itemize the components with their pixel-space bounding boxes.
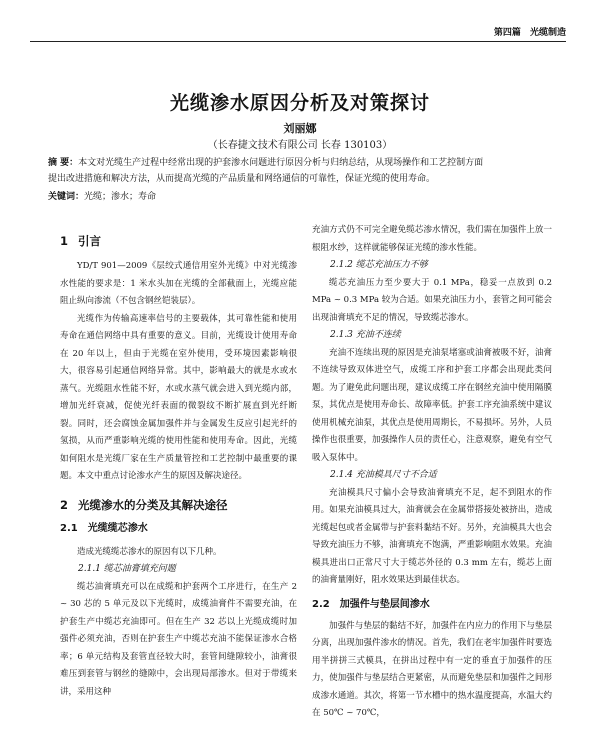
section-2-1-number: 2.1	[60, 522, 78, 534]
section-2-1-4-paragraph: 充油模具尺寸偏小会导致油膏填充不足，起不到阻水的作用。如果充油模具过大，油膏就会在金属带搭接处被挤出，造成光缆起包或者金属带与护套料黏结不好。另外，充油模具大也会导致充油压力不够，油膏填充不饱满，严重影响阻水效果。充油模具进出口正常尺寸大于缆芯外径的 0.3 mm 左右，缆芯上面的油膏量刚好，阻水效果达到最佳状态。	[312, 487, 552, 585]
continued-paragraph: 充油方式仍不可完全避免缆芯渗水情况，我们需在加强件上放一根阻水纱，这样就能够保证光缆的渗水性能。	[312, 225, 552, 253]
section-1-paragraph-2: 光缆作为传输高速率信号的主要载体，其可靠性能和使用寿命在通信网络中具有重要的意义。目前，光缆设计使用寿命在 20 年以上，但由于光缆在室外使用，受环境因素影响很大，很容易引起通信网络异常。其中，影响最大的就是水或水蒸气。光缆阻水性能不好，水或水蒸气就会进入到光缆内部，增加光纤衰减，促使光纤表面的微裂纹不断扩展直到光纤断裂。同时，还会腐蚀金属加强件并与金属发生反应引起光纤的氢损，从而严重影响光缆的使用性能和使用寿命。因此，光缆如何阻水是光缆厂家在生产质量管控和工艺控制中最重要的课题。本文中重点讨论渗水产生的原因及解决途径。	[60, 313, 297, 481]
keywords	[48, 189, 558, 205]
abstract-line-1: 本文对光缆生产过程中经常出现的护套渗水问题进行原因分析与归纳总结，从现场操作和工艺控制方面	[78, 158, 484, 168]
section-2-1-paragraph: 造成光缆缆芯渗水的原因有以下几种。	[77, 546, 222, 557]
section-2-1-3-paragraph: 充油不连续出现的原因是充油泵堵塞或油膏被吸不好，油膏不连续导致双体进空气，成缆工序和护套工序都会出现此类问题。为了避免此问题出现，建议成缆工序在钢丝充油中使用隔膜泵，其优点是使用寿命长、故障率低。护套工序充油系统中建议使用机械充油泵，其优点是使用周期长，不易损坏。另外，人员操作也很重要，加强操作人员的责任心，注意观察，避免有空气吸入泵体中。	[312, 347, 552, 463]
left-column	[60, 222, 297, 701]
keywords-label: 关键词：	[48, 192, 85, 202]
abstract-label: 摘 要：	[48, 158, 79, 168]
section-2-1-1-paragraph: 缆芯油膏填充可以在成缆和护套两个工序进行，在生产 2 ~ 30 芯的 5 单元及以下光缆时，成缆油膏件不需要充油，在护套生产中缆芯充油即可。但在生产 32 芯以上光缆成缆时加强件必须充油，否则在护套生产中缆芯充油不能保证渗水合格率；6 单元结构及套管直径较大时，套管间缝隙较小，油膏很难压到套管与钢丝的缝隙中，会出现局部渗水。但对于带缆来讲，采用这种	[60, 581, 297, 697]
affiliation: （长春捷文技术有限公司 长春 130103）	[207, 140, 393, 151]
right-column	[312, 222, 552, 723]
section-2-1-1-heading: 2.1.1 缆芯油膏填充问题	[78, 564, 176, 574]
section-2-1-4-heading: 2.1.4 充油模具尺寸不合适	[330, 470, 437, 480]
keywords-text: 光缆；渗水；寿命	[84, 192, 157, 202]
header-chapter: 第四篇	[493, 28, 521, 38]
section-2-1-heading	[60, 520, 297, 538]
section-2-1-3-heading: 2.1.3 充油不连续	[330, 330, 401, 340]
paper-title: 光缆渗水原因分析及对策探讨	[169, 92, 430, 114]
section-2-heading	[60, 496, 297, 514]
section-2-title: 光缆渗水的分类及其解决途径	[78, 497, 228, 512]
section-1-paragraph-1: YD/T 901—2009《层绞式通信用室外光缆》中对光缆渗水性能的要求是：1 米水头加在光缆的全部截面上，光缆应能阻止纵向渗流（不包含钢丝铠装层）。	[60, 261, 297, 306]
section-2-2-heading	[312, 596, 552, 614]
section-2-2-paragraph: 加强件与垫层的黏结不好，加强件在内应力的作用下与垫层分离，出现加强件渗水的情况。首先，我们在老牢加强件时要选用半拼拼三式模具，在拼出过程中有一定的垂直于加强件的压力，使加强件与垫层结合更紧密，从而避免垫层和加强件之间形成渗水通道。其次，将第一节水槽中的热水温度提高，水温大约在 50℃ ~ 70℃，	[312, 620, 552, 718]
abstract	[48, 155, 558, 187]
section-1-number: 1	[60, 234, 69, 248]
abstract-line-2: 提出改进措施和解决方法，从而提高光缆的产品质量和网络通信的可靠性，保证光缆的使用寿命。	[48, 174, 436, 184]
section-1-heading	[60, 232, 297, 250]
header-section: 光缆制造	[529, 28, 566, 38]
section-2-1-2-paragraph: 缆芯充油压力至少要大于 0.1 MPa，稳妥一点放到 0.2 MPa ~ 0.3 MPa 较为合适。如果充油压力小，套管之间可能会出现油膏填充不足的情况，导致缆芯渗水。	[312, 277, 552, 323]
section-2-2-title: 加强件与垫层间渗水	[339, 598, 430, 610]
author: 刘丽娜	[283, 122, 317, 135]
section-2-2-number: 2.2	[312, 598, 330, 610]
section-2-1-title: 光缆缆芯渗水	[87, 522, 148, 534]
section-1-title: 引言	[78, 234, 102, 248]
running-header	[30, 27, 566, 42]
section-2-number: 2	[60, 497, 69, 512]
section-2-1-2-heading: 2.1.2 缆芯充油压力不够	[330, 260, 428, 270]
